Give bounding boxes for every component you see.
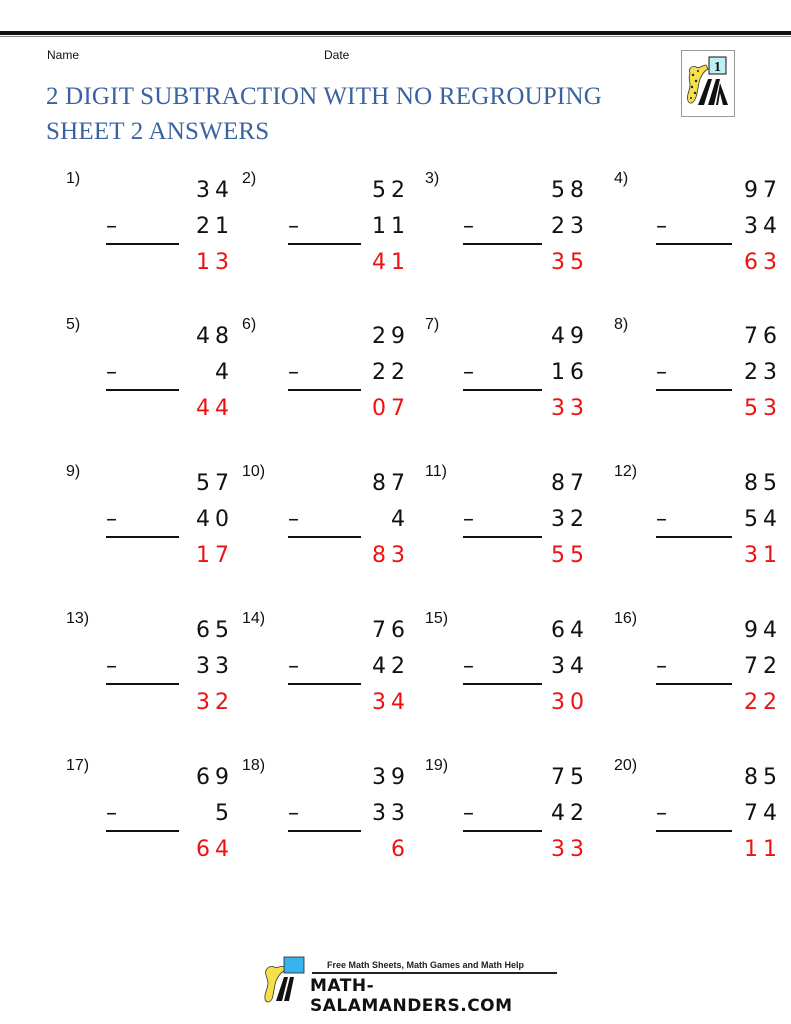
problem-number: 12) bbox=[614, 463, 638, 480]
problem-15 bbox=[425, 610, 589, 730]
problem-20 bbox=[614, 757, 782, 877]
subtrahend: 21 bbox=[196, 214, 234, 239]
answer-line bbox=[656, 536, 732, 538]
footer-brand: MATH-SALAMANDERS.COM bbox=[310, 976, 513, 1016]
minuend: 64 bbox=[551, 618, 589, 643]
answer-line bbox=[463, 389, 542, 391]
top-border-rule bbox=[0, 31, 791, 35]
answer-line bbox=[106, 830, 179, 832]
minus-sign: – bbox=[106, 360, 122, 385]
page-title: 2 DIGIT SUBTRACTION WITH NO REGROUPING bbox=[46, 83, 602, 110]
minuend: 76 bbox=[372, 618, 410, 643]
answer: 35 bbox=[551, 250, 589, 275]
problem-8 bbox=[614, 316, 782, 436]
salamander-footer-icon bbox=[262, 955, 312, 1005]
minus-sign: – bbox=[656, 360, 672, 385]
problem-5 bbox=[66, 316, 234, 436]
answer-line bbox=[463, 536, 542, 538]
answer: 07 bbox=[372, 396, 410, 421]
answer: 31 bbox=[744, 543, 782, 568]
footer-divider bbox=[312, 972, 557, 974]
minuend: 39 bbox=[372, 765, 410, 790]
problem-4 bbox=[614, 170, 782, 290]
problem-6 bbox=[242, 316, 410, 436]
problem-17 bbox=[66, 757, 234, 877]
minuend: 87 bbox=[551, 471, 589, 496]
minus-sign: – bbox=[656, 654, 672, 679]
problem-19 bbox=[425, 757, 589, 877]
subtrahend: 33 bbox=[372, 801, 410, 826]
answer: 17 bbox=[196, 543, 234, 568]
subtrahend: 4 bbox=[391, 507, 410, 532]
answer: 30 bbox=[551, 690, 589, 715]
subtrahend: 4 bbox=[215, 360, 234, 385]
problem-9 bbox=[66, 463, 234, 583]
answer: 63 bbox=[744, 250, 782, 275]
minus-sign: – bbox=[288, 507, 304, 532]
answer: 32 bbox=[196, 690, 234, 715]
footer-tagline: Free Math Sheets, Math Games and Math Help bbox=[327, 960, 525, 970]
problem-18 bbox=[242, 757, 410, 877]
answer-line bbox=[463, 830, 542, 832]
answer-line bbox=[656, 830, 732, 832]
minus-sign: – bbox=[288, 360, 304, 385]
minus-sign: – bbox=[288, 654, 304, 679]
minuend: 69 bbox=[196, 765, 234, 790]
problem-number: 5) bbox=[66, 316, 81, 333]
answer-line bbox=[288, 389, 361, 391]
minus-sign: – bbox=[656, 801, 672, 826]
minuend: 29 bbox=[372, 324, 410, 349]
minus-sign: – bbox=[656, 507, 672, 532]
answer-line bbox=[288, 243, 361, 245]
answer: 33 bbox=[551, 837, 589, 862]
answer: 6 bbox=[391, 837, 410, 862]
problem-number: 18) bbox=[242, 757, 266, 774]
answer-line bbox=[656, 683, 732, 685]
problem-number: 7) bbox=[425, 316, 440, 333]
minus-sign: – bbox=[656, 214, 672, 239]
answer: 33 bbox=[551, 396, 589, 421]
date-label: Date bbox=[324, 48, 350, 62]
problem-number: 14) bbox=[242, 610, 266, 627]
svg-text:1: 1 bbox=[714, 60, 721, 75]
minuend: 57 bbox=[196, 471, 234, 496]
page-subtitle: SHEET 2 ANSWERS bbox=[46, 118, 270, 145]
answer: 53 bbox=[744, 396, 782, 421]
minus-sign: – bbox=[463, 360, 479, 385]
minus-sign: – bbox=[288, 214, 304, 239]
salamander-logo bbox=[681, 50, 735, 117]
answer: 34 bbox=[372, 690, 410, 715]
minus-sign: – bbox=[463, 654, 479, 679]
answer-line bbox=[463, 683, 542, 685]
salamander-easel-icon bbox=[682, 51, 734, 116]
problem-2 bbox=[242, 170, 410, 290]
problem-1 bbox=[66, 170, 234, 290]
name-label: Name bbox=[47, 48, 80, 62]
minuend: 48 bbox=[196, 324, 234, 349]
answer-line bbox=[463, 243, 542, 245]
problem-10 bbox=[242, 463, 410, 583]
subtrahend: 33 bbox=[196, 654, 234, 679]
problem-number: 11) bbox=[425, 463, 447, 480]
minus-sign: – bbox=[463, 507, 479, 532]
subtrahend: 32 bbox=[551, 507, 589, 532]
answer: 41 bbox=[372, 250, 410, 275]
minuend: 65 bbox=[196, 618, 234, 643]
answer: 11 bbox=[744, 837, 782, 862]
problem-14 bbox=[242, 610, 410, 730]
problem-13 bbox=[66, 610, 234, 730]
subtrahend: 54 bbox=[744, 507, 782, 532]
problem-number: 1) bbox=[66, 170, 81, 187]
minus-sign: – bbox=[106, 801, 122, 826]
problem-7 bbox=[425, 316, 589, 436]
minuend: 94 bbox=[744, 618, 782, 643]
problem-number: 8) bbox=[614, 316, 629, 333]
answer: 64 bbox=[196, 837, 234, 862]
subtrahend: 40 bbox=[196, 507, 234, 532]
minuend: 34 bbox=[196, 178, 234, 203]
minuend: 85 bbox=[744, 471, 782, 496]
problem-3 bbox=[425, 170, 589, 290]
problem-number: 3) bbox=[425, 170, 440, 187]
subtrahend: 34 bbox=[744, 214, 782, 239]
minuend: 58 bbox=[551, 178, 589, 203]
subtrahend: 16 bbox=[551, 360, 589, 385]
problem-number: 13) bbox=[66, 610, 90, 627]
minus-sign: – bbox=[463, 801, 479, 826]
subtrahend: 22 bbox=[372, 360, 410, 385]
subtrahend: 23 bbox=[744, 360, 782, 385]
problem-number: 16) bbox=[614, 610, 638, 627]
subtrahend: 11 bbox=[372, 214, 410, 239]
answer-line bbox=[106, 536, 179, 538]
problem-number: 17) bbox=[66, 757, 90, 774]
minus-sign: – bbox=[106, 214, 122, 239]
subtrahend: 72 bbox=[744, 654, 782, 679]
problem-number: 20) bbox=[614, 757, 638, 774]
subtrahend: 23 bbox=[551, 214, 589, 239]
problem-number: 10) bbox=[242, 463, 266, 480]
subtrahend: 34 bbox=[551, 654, 589, 679]
minus-sign: – bbox=[106, 654, 122, 679]
answer-line bbox=[288, 830, 361, 832]
problem-16 bbox=[614, 610, 782, 730]
subtrahend: 42 bbox=[551, 801, 589, 826]
answer: 55 bbox=[551, 543, 589, 568]
minuend: 97 bbox=[744, 178, 782, 203]
answer: 83 bbox=[372, 543, 410, 568]
minus-sign: – bbox=[288, 801, 304, 826]
problem-number: 9) bbox=[66, 463, 81, 480]
answer-line bbox=[106, 683, 179, 685]
subtrahend: 42 bbox=[372, 654, 410, 679]
problem-number: 4) bbox=[614, 170, 629, 187]
subtrahend: 74 bbox=[744, 801, 782, 826]
minuend: 75 bbox=[551, 765, 589, 790]
minuend: 87 bbox=[372, 471, 410, 496]
problem-number: 15) bbox=[425, 610, 449, 627]
minus-sign: – bbox=[106, 507, 122, 532]
minuend: 85 bbox=[744, 765, 782, 790]
footer-logo bbox=[262, 955, 562, 1016]
top-border-rule-shadow bbox=[0, 36, 791, 37]
answer-line bbox=[106, 243, 179, 245]
minuend: 52 bbox=[372, 178, 410, 203]
answer: 44 bbox=[196, 396, 234, 421]
answer-line bbox=[106, 389, 179, 391]
minuend: 49 bbox=[551, 324, 589, 349]
problem-12 bbox=[614, 463, 782, 583]
answer-line bbox=[656, 389, 732, 391]
problem-number: 19) bbox=[425, 757, 449, 774]
answer: 22 bbox=[744, 690, 782, 715]
minus-sign: – bbox=[463, 214, 479, 239]
problem-number: 6) bbox=[242, 316, 257, 333]
subtrahend: 5 bbox=[215, 801, 234, 826]
answer-line bbox=[656, 243, 732, 245]
problem-number: 2) bbox=[242, 170, 257, 187]
answer: 13 bbox=[196, 250, 234, 275]
problem-11 bbox=[425, 463, 589, 583]
minuend: 76 bbox=[744, 324, 782, 349]
answer-line bbox=[288, 683, 361, 685]
answer-line bbox=[288, 536, 361, 538]
